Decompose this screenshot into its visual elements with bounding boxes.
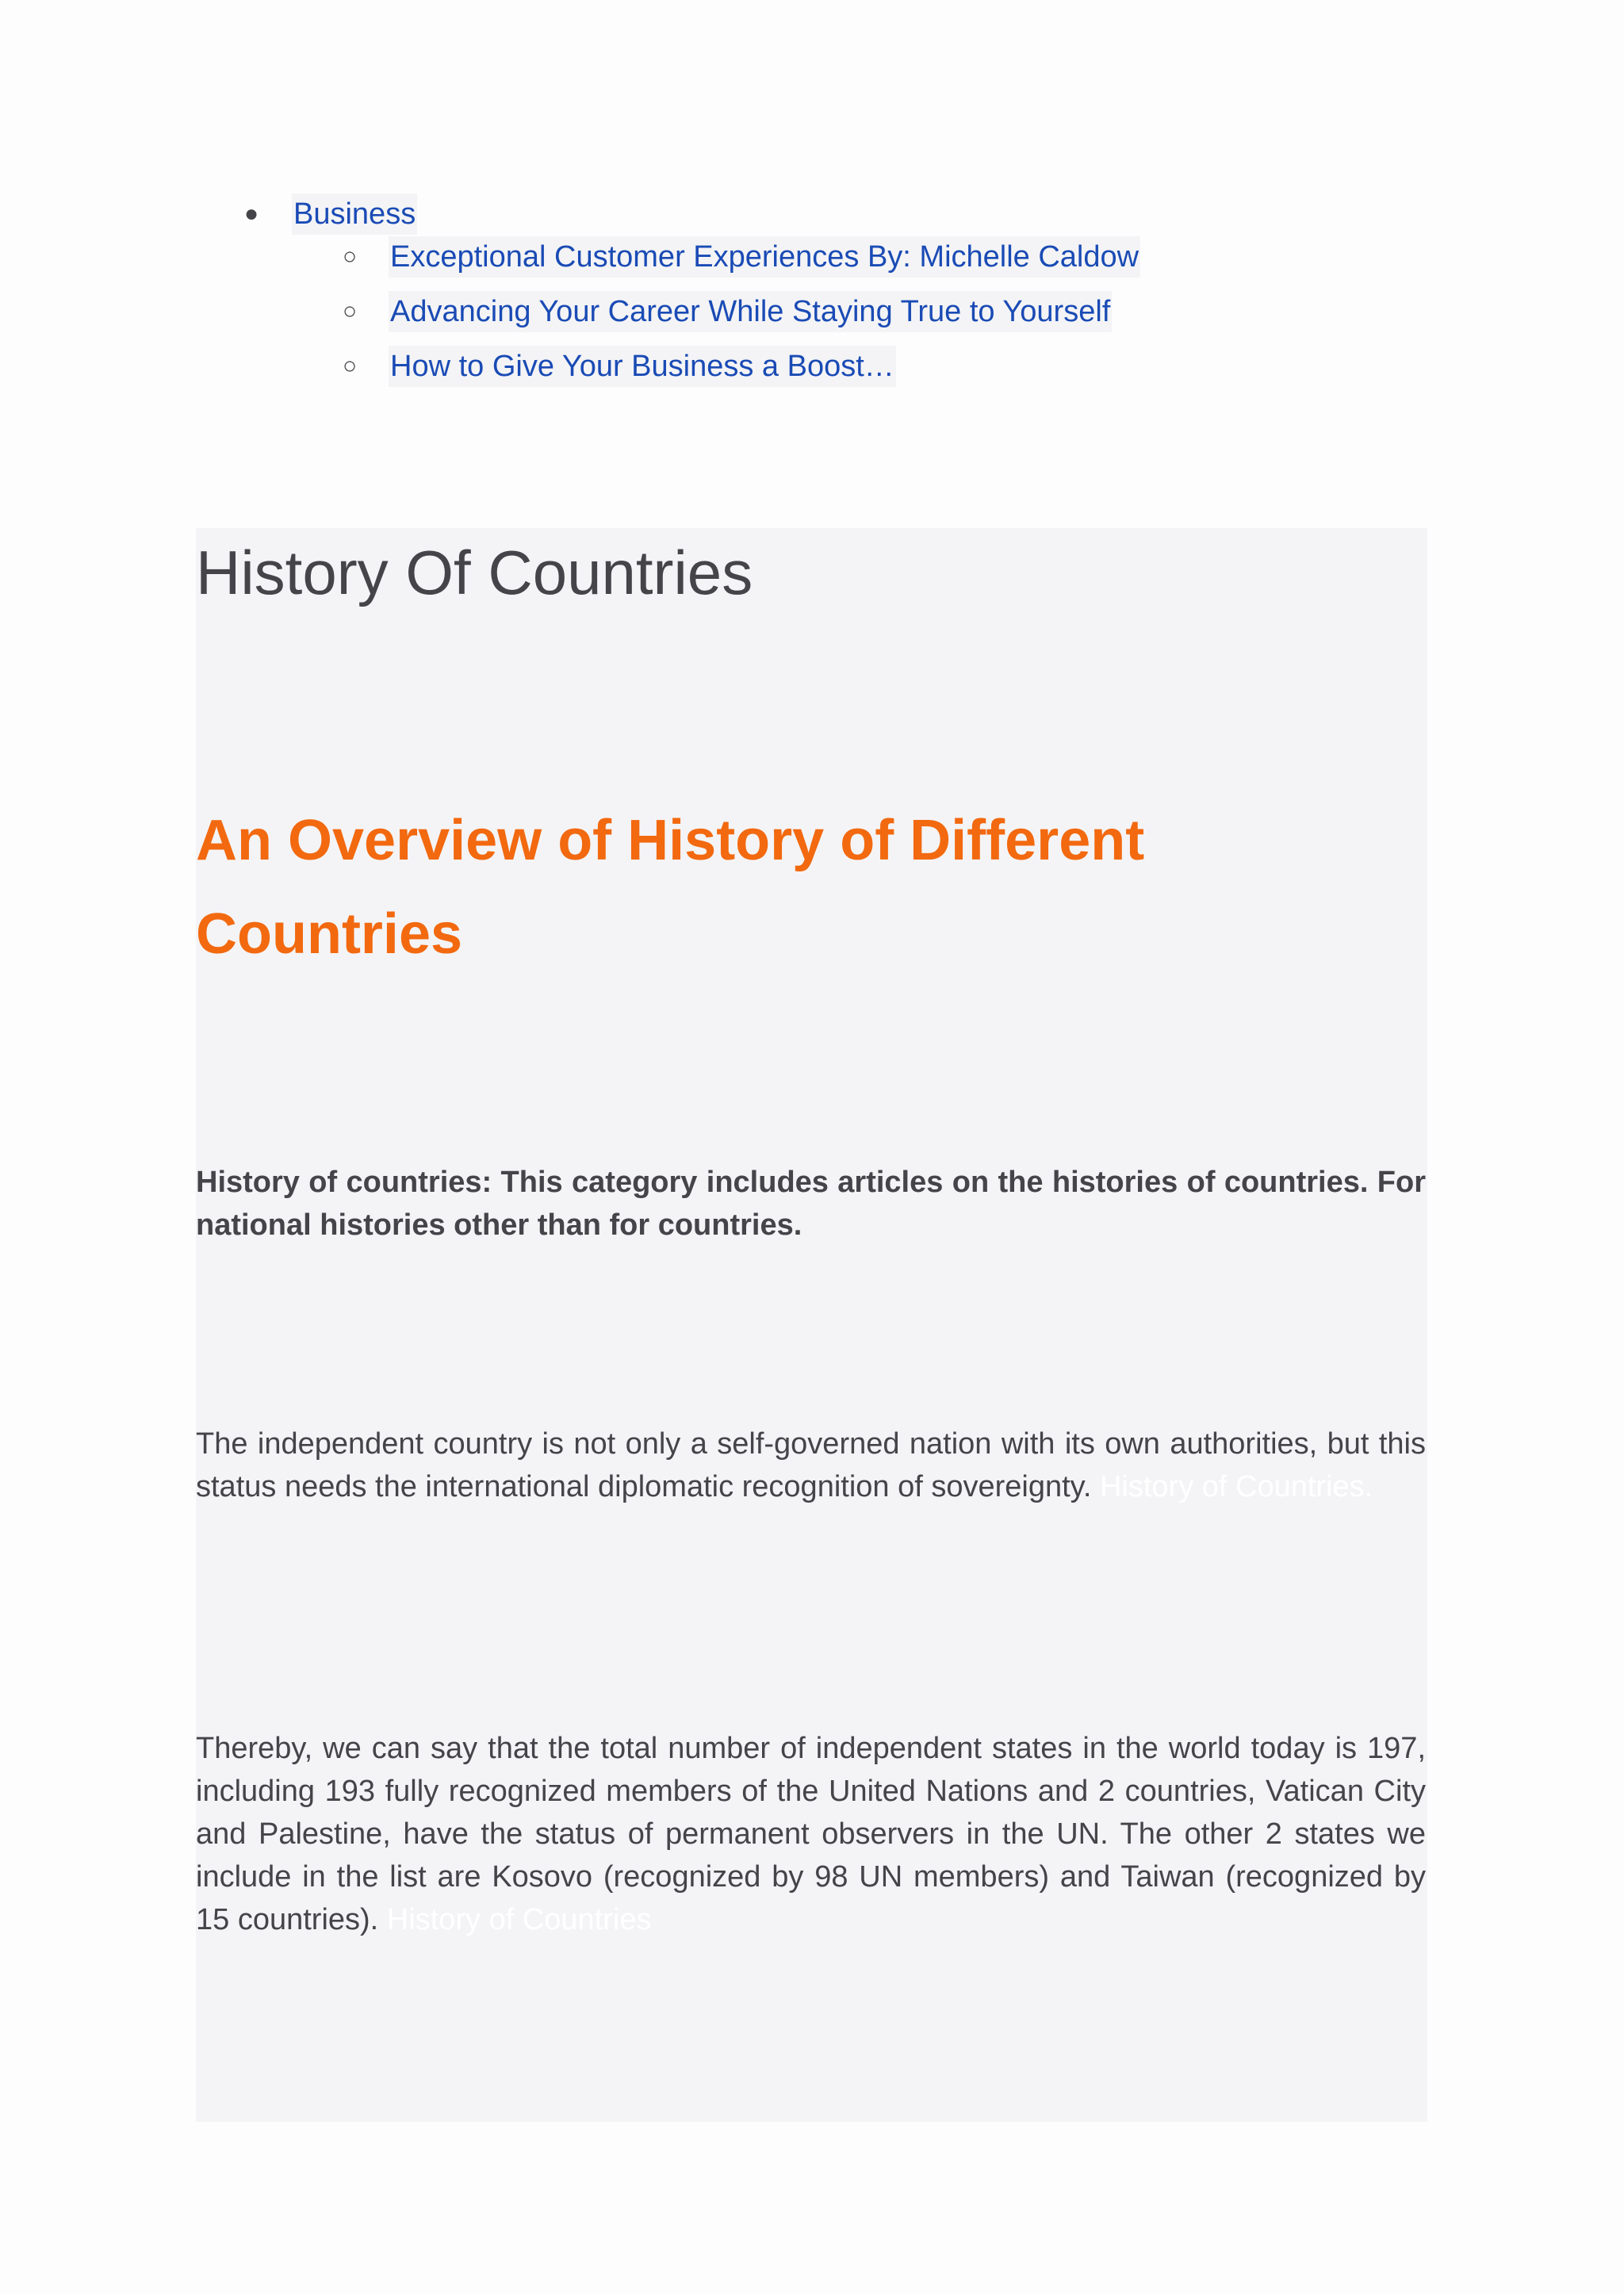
link-give-business-boost[interactable]: How to Give Your Business a Boost… [389,346,896,387]
hollow-bullet-icon: ○ [343,298,358,324]
hollow-bullet-icon: ○ [343,243,358,270]
article-panel [196,528,1427,2122]
link-exceptional-customer-experiences[interactable]: Exceptional Customer Experiences By: Michelle Caldow [389,236,1140,278]
hidden-keyword-text: History of Countries [386,1903,652,1936]
category-note: History of countries: This category includes articles on the histories of countries. For national histories other than for countries. [196,1166,1426,1242]
page-title: History Of Countries [196,538,753,607]
paragraph-text: Thereby, we can say that the total number of independent states in the world today is 197, including 193 fully recognized members of the United Nations and 2 countries, Vatican City and Palestine, have the status of permanent observers in the UN. The other 2 states we include in the list are Kosovo (recognized by 98 UN members) and Taiwan (recognized by 15 countries). [196,1732,1426,1936]
article-headline: An Overview of History of Different Countries [196,809,1145,966]
hidden-keyword-text: History of Countries. [1099,1470,1373,1503]
link-advancing-your-career[interactable]: Advancing Your Career While Staying True to Yourself [389,291,1112,332]
paragraph-independent-country [196,1423,1426,1508]
hollow-bullet-icon: ○ [343,353,358,379]
paragraph-text: The independent country is not only a self-governed nation with its own authorities, but this status needs the international diplomatic recognition of sovereignty. [196,1427,1426,1503]
paragraph-independent-states-count [196,1727,1426,1941]
filled-bullet-icon: ● [244,201,259,227]
link-business[interactable]: Business [292,193,417,235]
